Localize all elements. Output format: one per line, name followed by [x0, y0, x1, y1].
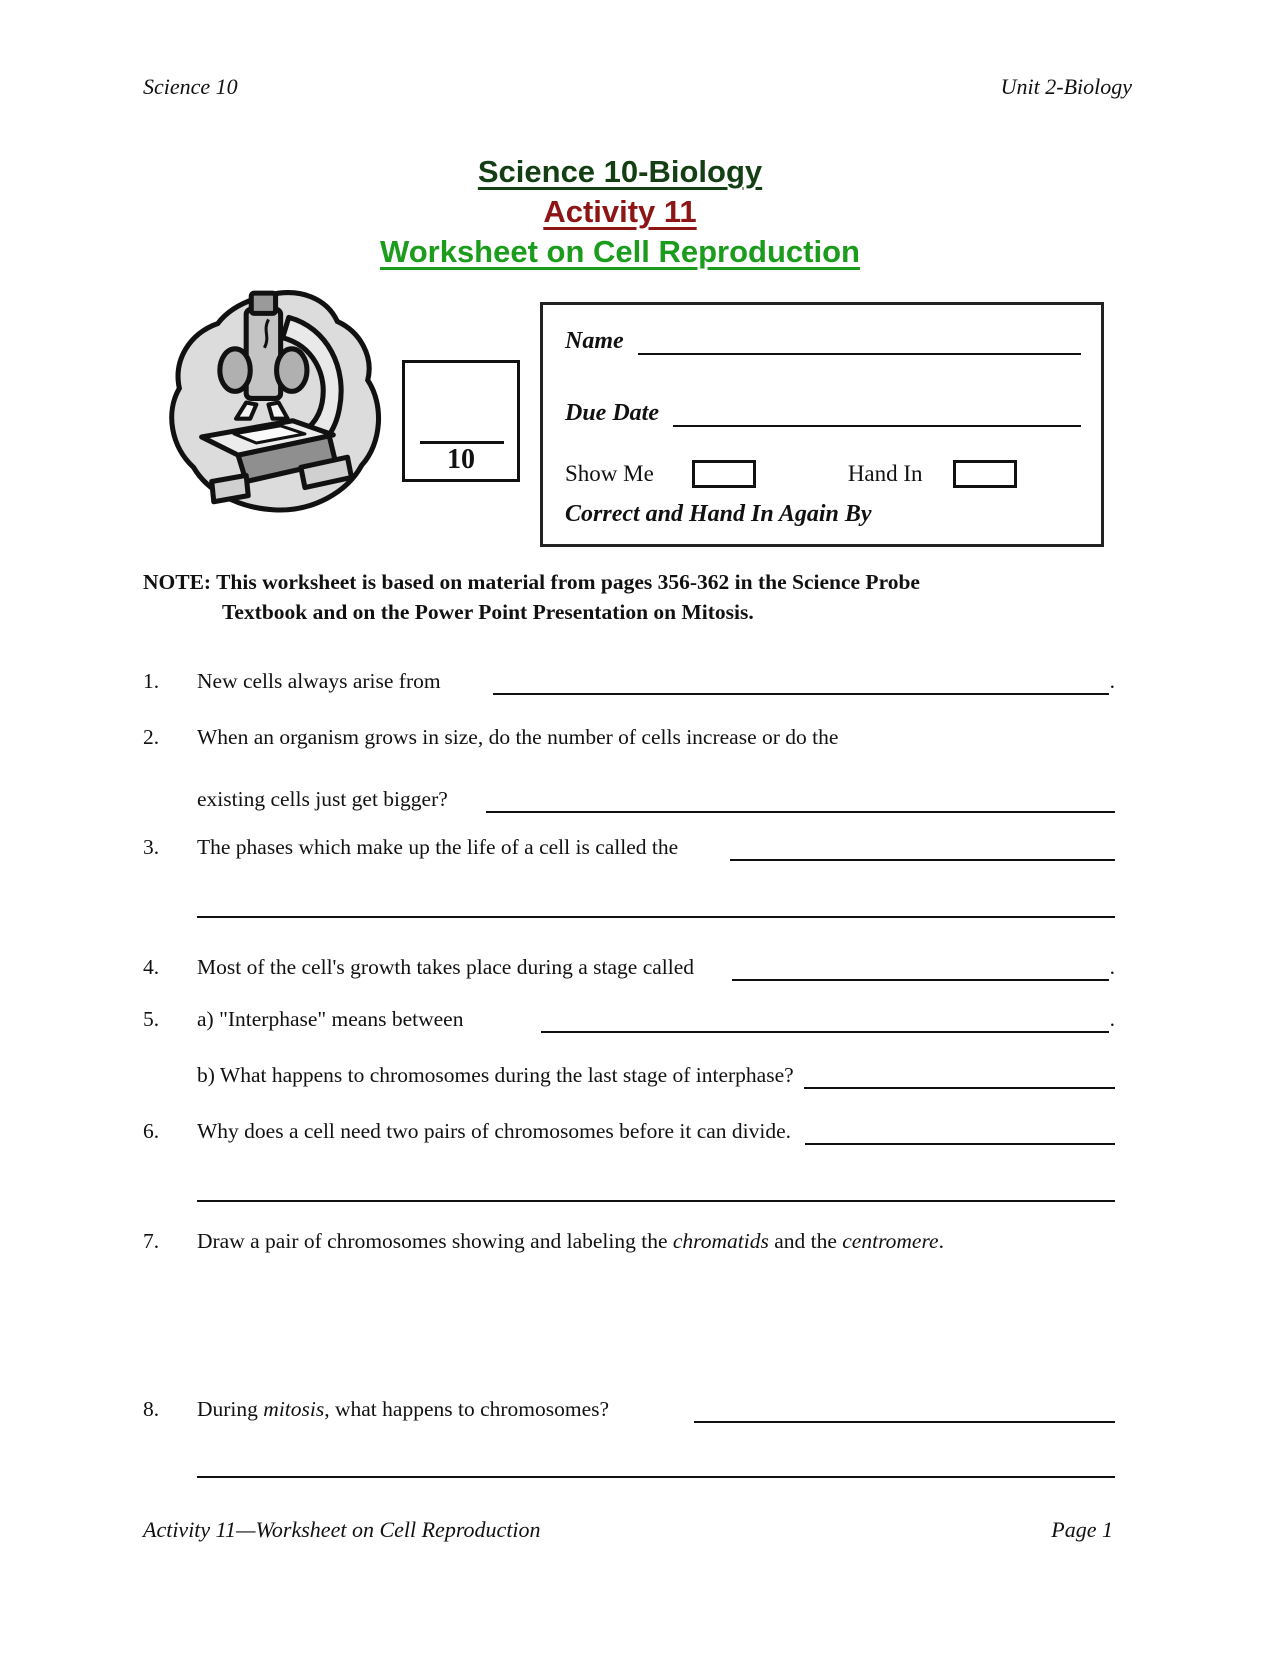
question-2-continued	[143, 783, 1115, 813]
title-line-3: Worksheet on Cell Reproduction	[380, 234, 860, 269]
student-info-box	[540, 302, 1104, 547]
q4-answer-blank[interactable]	[732, 977, 1109, 981]
question-6-number: 6.	[143, 1119, 160, 1143]
hand-in-label: Hand In	[847, 461, 923, 486]
q1-period: .	[1109, 669, 1115, 693]
note-paragraph	[143, 567, 1123, 627]
question-4-text: Most of the cell's growth takes place during a stage called	[197, 955, 695, 979]
due-date-label: Due Date	[565, 400, 659, 426]
question-3-number: 3.	[143, 835, 160, 859]
question-7-text: Draw a pair of chromosomes showing and labeling the chromatids and the centromere.	[197, 1229, 944, 1253]
title-block	[0, 152, 1240, 272]
title-line-2: Activity 11	[543, 194, 697, 229]
show-me-label: Show Me	[565, 461, 654, 486]
q6-answer-blank[interactable]	[805, 1141, 1115, 1145]
q3-answer-line-2[interactable]	[197, 890, 1115, 918]
question-2-number: 2.	[143, 725, 160, 749]
question-7-number: 7.	[143, 1229, 160, 1253]
name-blank[interactable]	[638, 351, 1081, 355]
q1-answer-blank[interactable]	[493, 691, 1109, 695]
hand-in-checkbox[interactable]	[953, 460, 1017, 488]
footer-title: Activity 11—Worksheet on Cell Reproduction	[143, 1517, 541, 1542]
question-5a-text: a) "Interphase" means between	[197, 1007, 464, 1031]
question-5b	[143, 1059, 1115, 1089]
q8-answer-line-2[interactable]	[197, 1450, 1115, 1478]
q5a-period: .	[1109, 1007, 1115, 1031]
score-box	[402, 360, 520, 482]
q8-answer-blank[interactable]	[694, 1419, 1115, 1423]
name-label: Name	[565, 328, 624, 354]
q2-answer-blank[interactable]	[486, 809, 1115, 813]
question-5a	[143, 1003, 1115, 1033]
q7-italic-centromere: centromere	[842, 1229, 939, 1253]
q4-period: .	[1109, 955, 1115, 979]
q6-answer-line-2[interactable]	[197, 1174, 1115, 1202]
question-6-text: Why does a cell need two pairs of chromosomes before it can divide.	[197, 1119, 792, 1143]
question-3	[143, 831, 1115, 861]
question-5b-text: b) What happens to chromosomes during the last stage of interphase?	[197, 1063, 794, 1087]
microscope-clipart	[148, 283, 393, 521]
note-line-2: Textbook and on the Power Point Presentation on Mitosis.	[222, 600, 754, 624]
note-line-1: NOTE: This worksheet is based on material from pages 356-362 in the Science Probe	[143, 570, 920, 594]
question-3-text: The phases which make up the life of a cell is called the	[197, 835, 679, 859]
question-1-number: 1.	[143, 669, 160, 693]
q3-answer-blank[interactable]	[730, 857, 1115, 861]
footer-page-number: Page 1	[1051, 1517, 1113, 1542]
show-me-checkbox[interactable]	[692, 460, 756, 488]
title-line-1: Science 10-Biology	[477, 154, 763, 189]
score-total: 10	[447, 444, 475, 475]
question-1	[143, 665, 1115, 695]
question-8-text: During mitosis, what happens to chromosomes?	[197, 1397, 610, 1421]
q5a-answer-blank[interactable]	[541, 1029, 1108, 1033]
question-2-text-line1: When an organism grows in size, do the number of cells increase or do the	[197, 725, 839, 749]
question-6	[143, 1115, 1115, 1145]
correct-hand-in-label: Correct and Hand In Again By	[565, 501, 872, 527]
question-2-text-line2: existing cells just get bigger?	[197, 787, 448, 811]
question-8	[143, 1393, 1115, 1423]
q8-italic-mitosis: mitosis	[263, 1397, 325, 1421]
question-7	[143, 1225, 1115, 1255]
header-unit: Unit 2-Biology	[1000, 74, 1132, 99]
question-2	[143, 721, 1115, 751]
q7-italic-chromatids: chromatids	[672, 1229, 769, 1253]
question-4	[143, 951, 1115, 981]
question-1-text: New cells always arise from	[197, 669, 441, 693]
question-8-number: 8.	[143, 1397, 160, 1421]
question-5-number: 5.	[143, 1007, 160, 1031]
q5b-answer-blank[interactable]	[804, 1085, 1115, 1089]
due-date-blank[interactable]	[673, 423, 1081, 427]
header-course: Science 10	[143, 74, 238, 99]
question-4-number: 4.	[143, 955, 160, 979]
